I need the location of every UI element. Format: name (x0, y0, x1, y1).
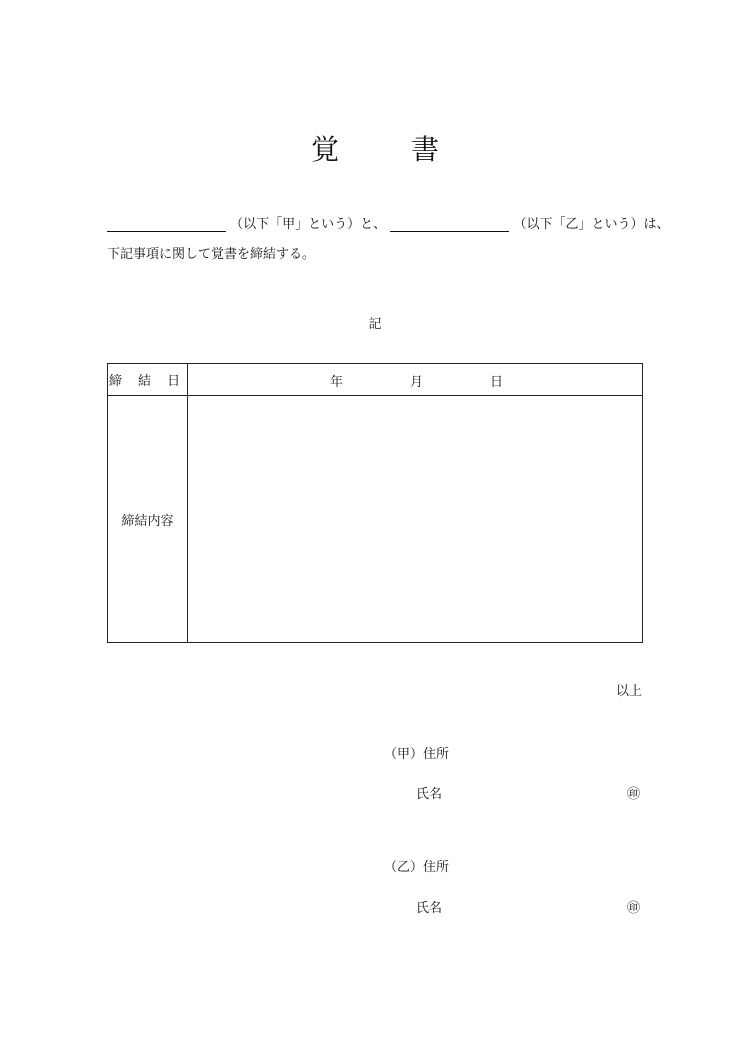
party-a-name-label: 氏名 (416, 787, 443, 802)
date-label: 締 結 日 (108, 364, 188, 396)
party-b-name-label: 氏名 (416, 901, 443, 916)
year-label: 年 (330, 375, 344, 390)
party-b-seal-icon: ㊞ (627, 901, 641, 916)
content-row (108, 396, 643, 643)
party-b-address-label: （乙）住所 (384, 860, 450, 875)
date-field[interactable] (188, 364, 643, 396)
day-label: 日 (490, 375, 504, 390)
content-field[interactable] (188, 396, 643, 643)
closing-text: 以上 (616, 684, 643, 699)
party-b-blank[interactable] (390, 217, 509, 232)
intro-line-2: 下記事項に関して覚書を締結する。 (107, 247, 316, 262)
agreement-table (107, 363, 643, 643)
ki-heading: 記 (368, 317, 382, 332)
date-row (108, 364, 643, 396)
page-title: 覚 書 (310, 133, 461, 166)
party-a-seal-icon: ㊞ (627, 787, 641, 802)
intro-line (107, 214, 670, 236)
month-label: 月 (410, 375, 424, 390)
party-b-suffix: （以下「乙」という）は、 (513, 217, 670, 232)
party-a-suffix: （以下「甲」という）と、 (230, 217, 387, 232)
party-a-address-label: （甲）住所 (384, 747, 450, 762)
party-a-blank[interactable] (107, 217, 226, 232)
content-label: 締結内容 (108, 396, 188, 643)
